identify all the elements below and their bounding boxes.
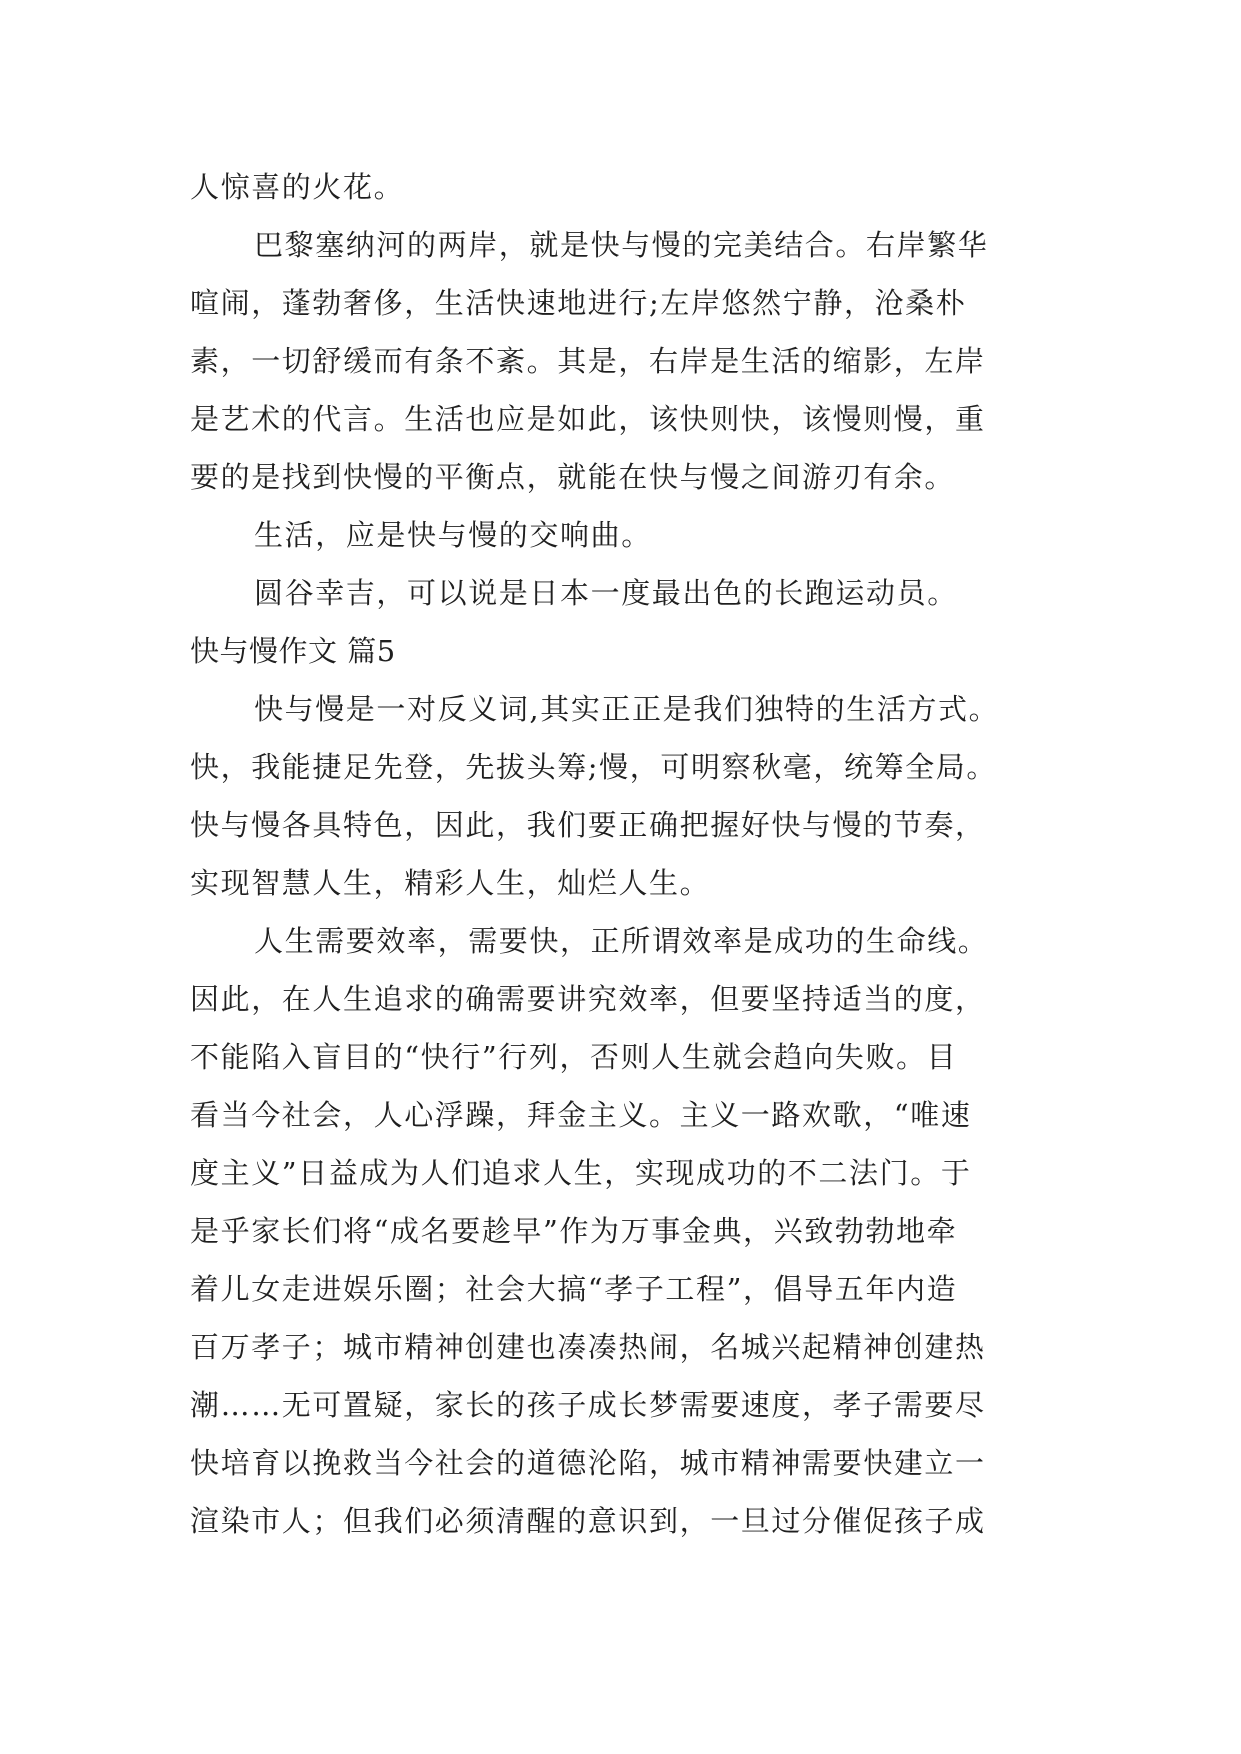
text-line: 人生需要效率，需要快，正所谓效率是成功的生命线。	[254, 924, 989, 958]
text-line: 喧闹，蓬勃奢侈，生活快速地进行;左岸悠然宁静，沧桑朴	[190, 286, 967, 320]
paragraph	[190, 912, 1070, 1550]
text-line: 圆谷幸吉，可以说是日本一度最出色的长跑运动员。	[254, 576, 958, 610]
text-line: 是乎家长们将“成名要趁早”作为万事金典，兴致勃勃地牵	[190, 1214, 958, 1248]
text-line: 快，我能捷足先登，先拔头筹;慢，可明察秋毫，统筹全局。	[190, 750, 997, 784]
text-line: 看当今社会，人心浮躁，拜金主义。主义一路欢歌，“唯速	[190, 1098, 972, 1132]
paragraph	[190, 158, 1070, 216]
text-line: 度主义”日益成为人们追求人生，实现成功的不二法门。于	[190, 1156, 972, 1190]
text-line: 快与慢是一对反义词,其实正正是我们独特的生活方式。	[254, 692, 1000, 726]
text-line: 生活，应是快与慢的交响曲。	[254, 518, 652, 552]
section-heading: 快与慢作文 篇5	[190, 634, 396, 668]
text-line: 不能陷入盲目的“快行”行列，否则人生就会趋向失败。目	[190, 1040, 958, 1074]
document-body	[190, 158, 1070, 1550]
text-line: 潮……无可置疑，家长的孩子成长梦需要速度，孝子需要尽	[190, 1388, 986, 1422]
text-line: 素，一切舒缓而有条不紊。其是，右岸是生活的缩影，左岸	[190, 344, 986, 378]
text-line: 是艺术的代言。生活也应是如此，该快则快，该慢则慢，重	[190, 402, 986, 436]
text-line: 实现智慧人生，精彩人生，灿烂人生。	[190, 866, 711, 900]
text-line: 巴黎塞纳河的两岸，就是快与慢的完美结合。右岸繁华	[254, 228, 989, 262]
text-line: 要的是找到快慢的平衡点，就能在快与慢之间游刃有余。	[190, 460, 956, 494]
paragraph	[190, 680, 1070, 912]
text-line: 着儿女走进娱乐圈；社会大搞“孝子工程”，倡导五年内造	[190, 1272, 958, 1306]
paragraph	[190, 216, 1070, 506]
text-line: 快培育以挽救当今社会的道德沦陷，城市精神需要快建立一	[190, 1446, 986, 1480]
paragraph	[190, 564, 1070, 622]
text-line: 因此，在人生追求的确需要讲究效率，但要坚持适当的度，	[190, 982, 986, 1016]
paragraph	[190, 506, 1070, 564]
text-line: 百万孝子；城市精神创建也凑凑热闹，名城兴起精神创建热	[190, 1330, 986, 1364]
text-line: 人惊喜的火花。	[190, 170, 405, 204]
text-line: 快与慢各具特色，因此，我们要正确把握好快与慢的节奏，	[190, 808, 986, 842]
text-line: 渲染市人；但我们必须清醒的意识到，一旦过分催促孩子成	[190, 1504, 986, 1538]
